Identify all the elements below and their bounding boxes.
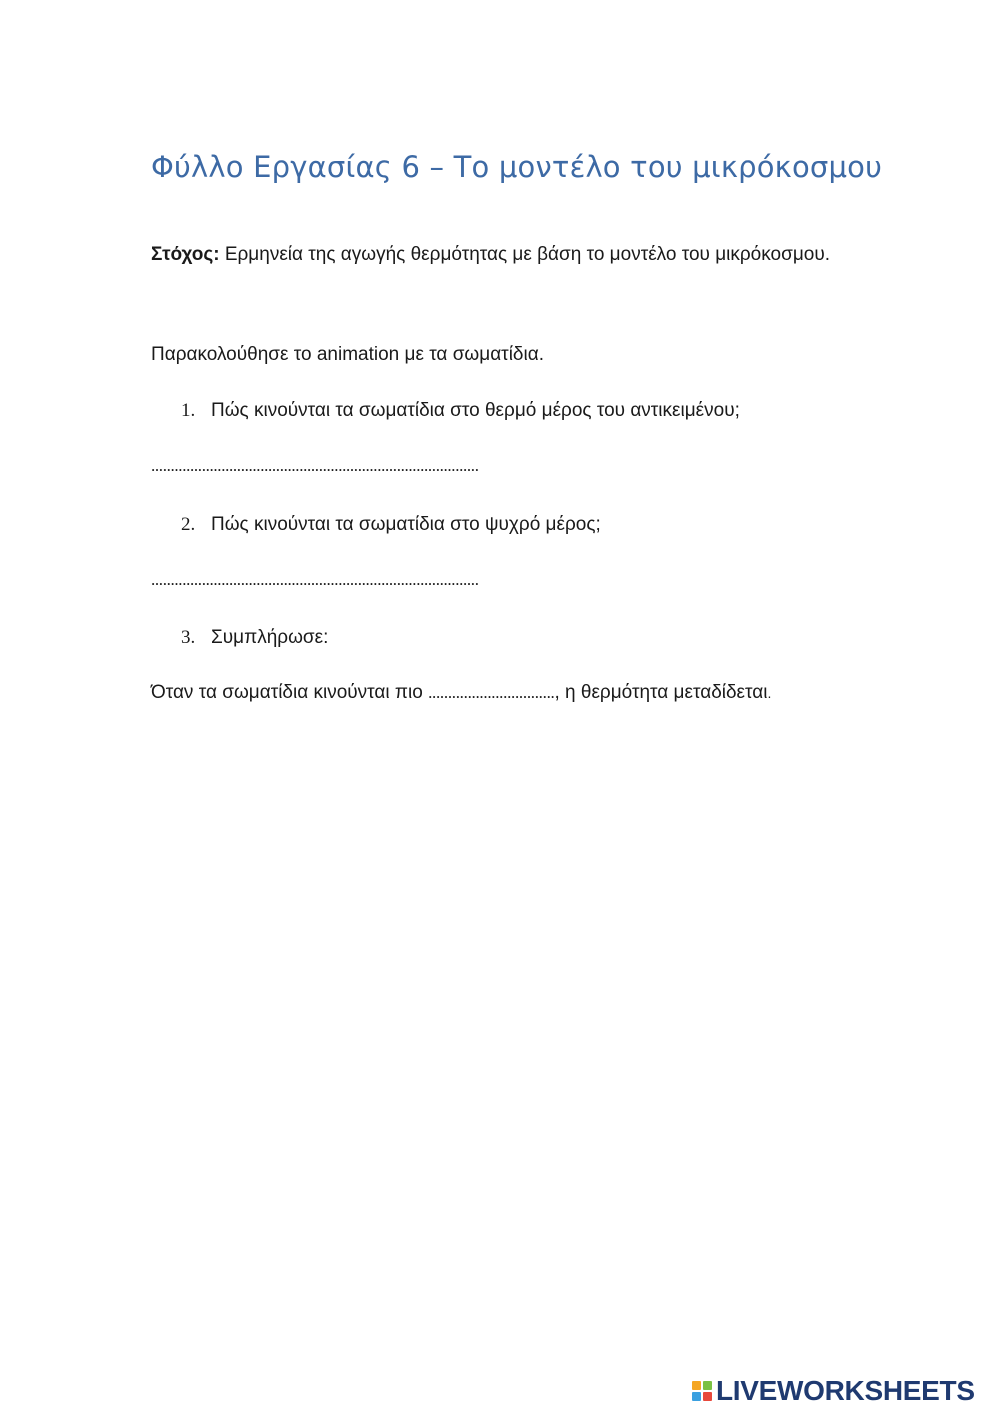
question-text: Συμπλήρωσε: (211, 627, 329, 648)
fill-in-end: . (767, 685, 772, 701)
goal-paragraph (151, 233, 848, 276)
question-number: 2. (181, 514, 196, 535)
goal-label: Στόχος: (151, 244, 220, 265)
question-3 (181, 616, 328, 659)
fill-in-after: , η θερμότητα μεταδίδεται (554, 682, 768, 703)
logo-square-4 (703, 1392, 712, 1401)
question-1 (181, 389, 740, 432)
logo-square-3 (692, 1392, 701, 1401)
logo-text: LIVEWORKSHEETS (716, 1375, 975, 1406)
question-2 (181, 503, 601, 546)
fill-in-blank[interactable]: ................................ (428, 683, 555, 702)
question-number: 3. (181, 627, 196, 648)
question-text: Πώς κινούνται τα σωματίδια στο ψυχρό μέρος; (211, 514, 601, 535)
logo-square-1 (692, 1381, 701, 1390)
logo-square-2 (703, 1381, 712, 1390)
fill-in-before: Όταν τα σωματίδια κινούνται πιο (151, 682, 429, 703)
answer-field-1[interactable]: .................................................................................... (151, 456, 479, 475)
answer-field-2[interactable]: .................................................................................... (151, 570, 479, 589)
logo-mark-icon (692, 1381, 712, 1401)
worksheet-title: Φύλλο Εργασίας 6 – Το μοντέλο του μικρόκοσμου (151, 150, 883, 184)
fill-in-sentence (151, 671, 848, 715)
instruction-text: Παρακολούθησε το animation με τα σωματίδια. (151, 344, 544, 365)
liveworksheets-logo (692, 1376, 975, 1406)
question-text: Πώς κινούνται τα σωματίδια στο θερμό μέρος του αντικειμένου; (211, 400, 740, 421)
question-number: 1. (181, 400, 196, 421)
goal-text: Ερμηνεία της αγωγής θερμότητας με βάση το μοντέλο του μικρόκοσμου. (219, 244, 830, 265)
